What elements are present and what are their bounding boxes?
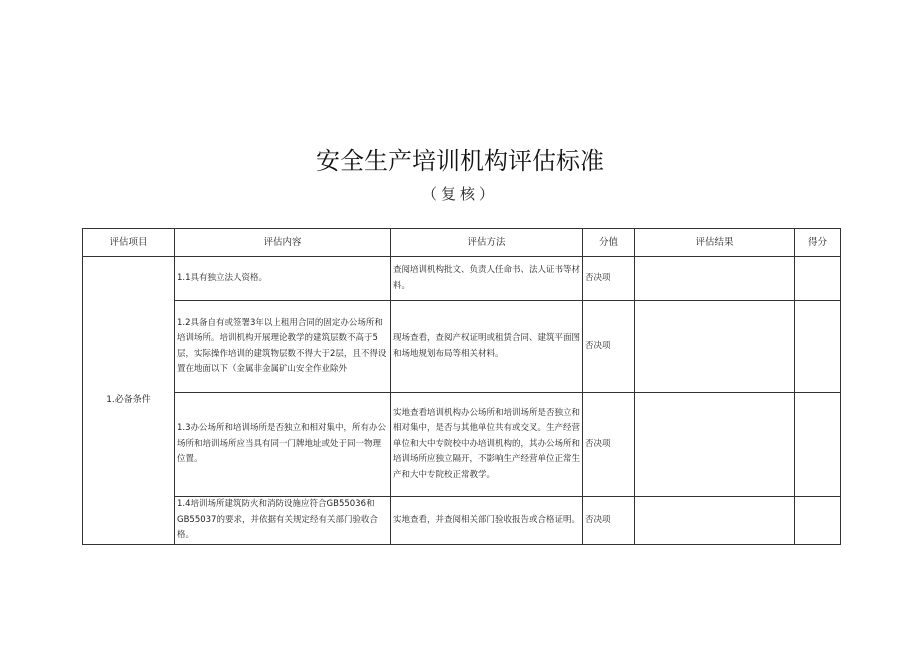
row-points: [795, 257, 841, 301]
row-points: [795, 301, 841, 393]
row-method: 实地查看，并查阅相关部门验收报告或合格证明。: [391, 497, 583, 545]
header-content: 评估内容: [175, 229, 391, 257]
table-header-row: [83, 229, 841, 257]
row-score: 否决项: [583, 301, 635, 393]
header-item: 评估项目: [83, 229, 175, 257]
row-method: 查阅培训机构批文、负责人任命书、法人证书等材料。: [391, 257, 583, 301]
row-content: 1.1具有独立法人资格。: [175, 257, 391, 301]
row-points: [795, 497, 841, 545]
document-subtitle: （复核）: [421, 185, 498, 203]
row-result: [635, 301, 795, 393]
row-score: 否决项: [583, 497, 635, 545]
row-result: [635, 257, 795, 301]
group-label: 1.必备条件: [83, 257, 175, 545]
row-result: [635, 497, 795, 545]
table-row: [83, 257, 841, 301]
header-score: 分值: [583, 229, 635, 257]
table-row: [83, 301, 841, 393]
header-result: 评估结果: [635, 229, 795, 257]
row-content: 1.3办公场所和培训场所是否独立和相对集中，所有办公场所和培训场所应当具有同一门牌地址或处于同一物理位置。: [175, 393, 391, 497]
document-title: 安全生产培训机构评估标准: [316, 147, 604, 175]
row-method: 实地查看培训机构办公场所和培训场所是否独立和相对集中，是否与其他单位共有或交叉。生产经营单位和大中专院校中办培训机构的，其办公场所和培训场所应独立隔开，不影响生产经营单位正常生产和大中专院校正常教学。: [391, 393, 583, 497]
row-score: 否决项: [583, 257, 635, 301]
table-row: [83, 497, 841, 545]
table-row: [83, 393, 841, 497]
row-points: [795, 393, 841, 497]
row-score: 否决项: [583, 393, 635, 497]
row-method: 现场查看，查阅产权证明或租赁合同、建筑平面图和场地规划布局等相关材料。: [391, 301, 583, 393]
header-method: 评估方法: [391, 229, 583, 257]
evaluation-table: [82, 228, 841, 545]
header-points: 得分: [795, 229, 841, 257]
row-result: [635, 393, 795, 497]
row-content: 1.2具备自有或签署3年以上租用合同的固定办公场所和培训场所。培训机构开展理论教学的建筑层数不高于5层，实际操作培训的建筑物层数不得大于2层，且不得设置在地面以下（金属非金属矿山安全作业除外: [175, 301, 391, 393]
row-content: 1.4培训场所建筑防火和消防设施应符合GB55036和GB55037的要求，并依据有关规定经有关部门验收合格。: [175, 497, 391, 545]
